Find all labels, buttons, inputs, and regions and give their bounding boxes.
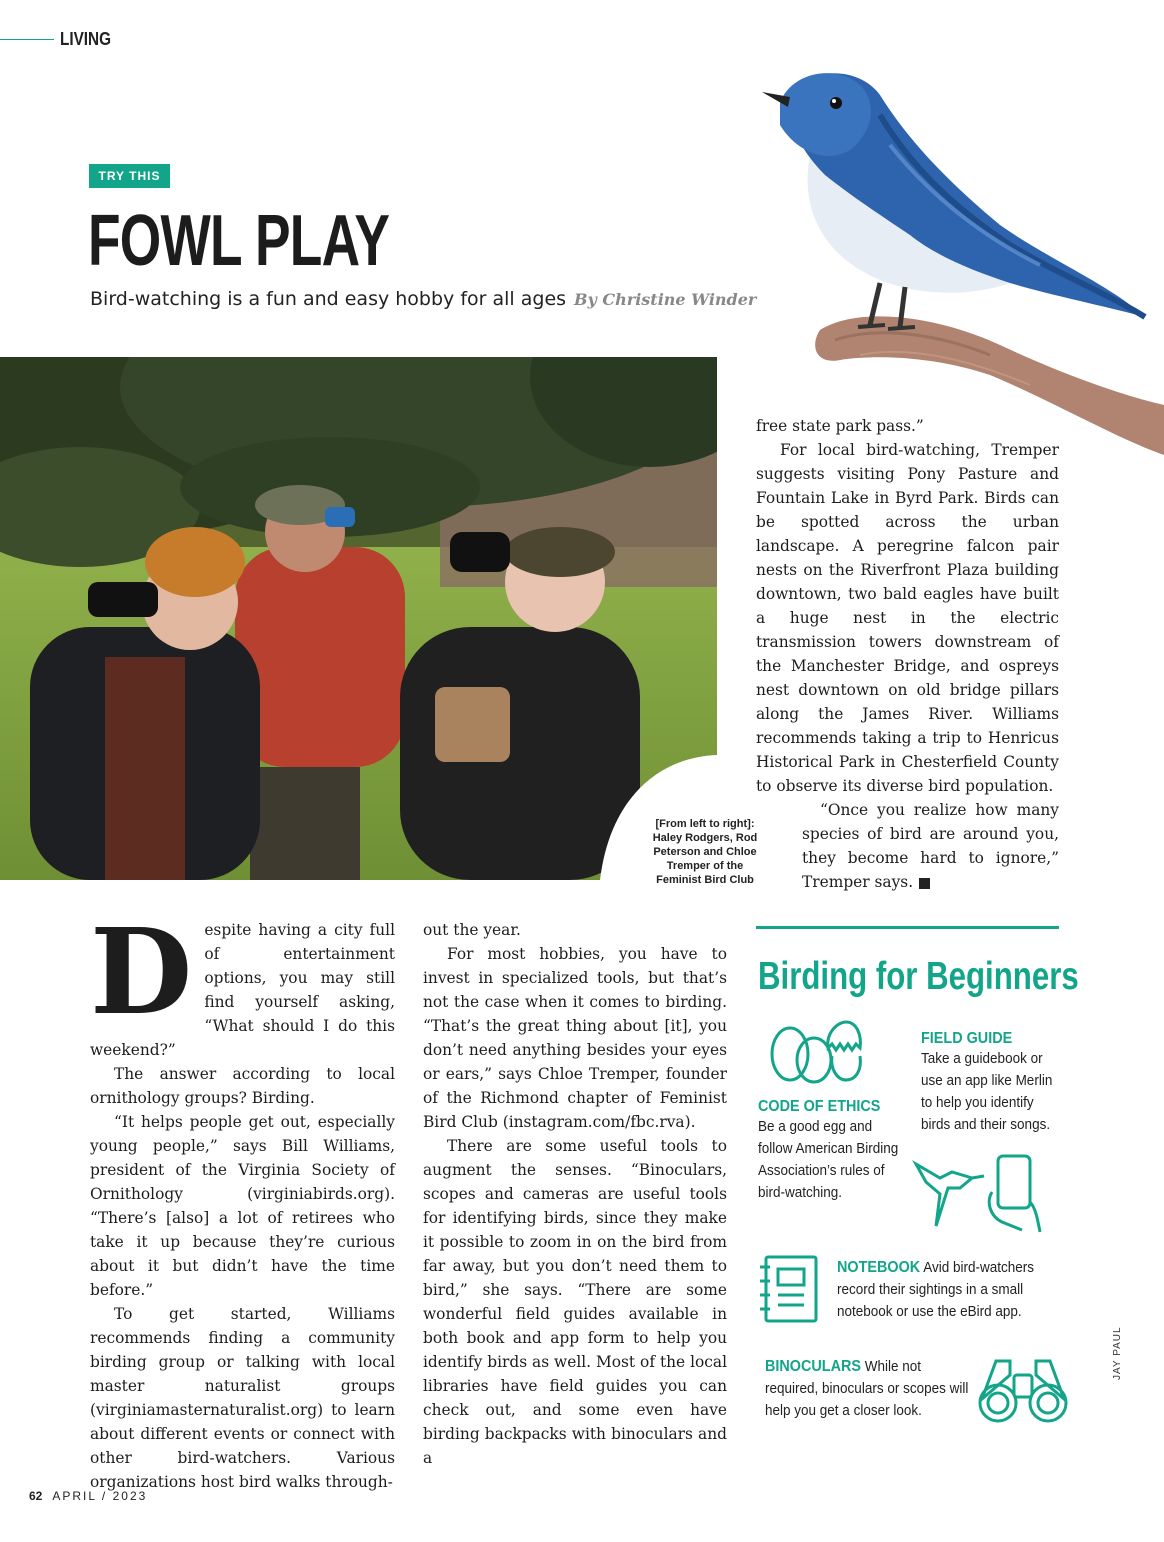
page-number: 62 [29,1489,43,1503]
sidebar-item-notebook [837,1257,1053,1323]
paragraph: out the year. [423,921,521,939]
dek [90,288,756,310]
notebook-icon [758,1253,820,1325]
sidebar-item-head: CODE OF ETHICS [758,1098,881,1115]
body-column-1 [90,902,395,1494]
binoculars-icon [976,1353,1070,1425]
sidebar-item-text: While not required, binoculars or scopes will help you get a closer look. [765,1358,969,1419]
sidebar-item-binoculars [765,1356,968,1422]
sidebar-item-head: FIELD GUIDE [921,1030,1013,1047]
paragraph: There are some useful tools to augment the senses. “Binoculars, scopes and cameras are useful tools for identifying birds, since they make it possible to zoom in on the bird from far away, but you don’t need them to bird,” she says. “There are some wonderful field guides available in both book and app form to help you identify birds as well. Most of the local libraries have field guides you can check out, and some even have birding backpacks with binoculars and a [423,1137,727,1467]
byline: By Christine Winder [574,290,757,309]
section-rule [0,39,54,40]
issue-date: APRIL / 2023 [52,1489,148,1503]
phone-hummingbird-icon [912,1152,1052,1234]
paragraph: To get started, Williams recommends finding a community birding group or talking with local master naturalist groups (virginiamasternaturalist.org) to learn about different events or connect with other bird-watchers. Various organizations host bird walks through- [90,1305,395,1491]
person-red-hoodie [235,547,405,767]
paragraph: free state park pass.” [756,417,924,435]
sidebar-item-text: Be a good egg and follow American Birding Association’s rules of bird-watching. [758,1118,899,1201]
sidebar-item-head: BINOCULARS [765,1358,862,1375]
photo-credit: JAY PAUL [1112,1326,1123,1380]
paragraph: espite having a city full of entertainment options, you may still find yourself asking, “What should I do this weekend?” [90,921,395,1059]
eggs-icon [766,1018,866,1084]
paragraph-quote [756,798,1059,894]
paragraph: For most hobbies, you have to invest in specialized tools, but that’s not the case when it comes to birding. “That’s the great thing about [it], you don’t need anything besides your eyes or ears,” says Chloe Tremper, founder of the Richmond chapter of Feminist Bird Club (instagram.com/fbc.rva). [423,945,727,1131]
sidebar-rule [756,926,1059,929]
sidebar-item-field-guide [921,1030,1065,1136]
dek-text: Bird-watching is a fun and easy hobby for all ages [90,288,567,310]
bird-watchers-photo [0,357,717,880]
sidebar-item-text: Avid bird-watchers record their sightings in a small notebook or use the eBird app. [837,1259,1035,1320]
headline: FOWL PLAY [88,201,390,281]
sidebar-item-text: Take a guidebook or use an app like Merlin to help you identify birds and their songs. [921,1050,1053,1133]
body-column-2 [423,918,727,1470]
bird-eye [830,97,842,109]
bluebird-illustration [740,55,1164,455]
paragraph: “It helps people get out, especially young people,” says Bill Williams, president of the Virginia Society of Ornithology (virginiabirds.org). “There’s [also] a lot of retirees who take it up because they’re curious about it but didn’t have the time before.” [90,1113,395,1299]
end-mark-icon: R [919,878,930,889]
sidebar-item-head: NOTEBOOK [837,1259,921,1276]
section-label: LIVING [60,29,112,49]
sidebar-title: Birding for Beginners [758,955,1079,998]
folio [29,1489,147,1503]
photo-caption: [From left to right]: Haley Rodgers, Rod Peterson and Chloe Tremper of the Feminist Bird Club [652,818,758,886]
paragraph: For local bird-watching, Tremper suggests visiting Pony Pasture and Fountain Lake in Byrd Park. Birds can be spotted across the urban landscape. A peregrine falcon pair nests on the Riverfront Plaza building downtown, two bald eagles have built a huge nest in the electric transmission towers downstream of the Manchester Bridge, and ospreys nest downtown on old bridge pillars along the James River. Williams recommends taking a trip to Henricus Historical Park in Chesterfield County to observe its diverse bird population. [756,441,1059,795]
kicker-tag: TRY THIS [89,164,170,188]
quote-text: “Once you realize how many species of bird are around you, they become hard to ignore,” Tremper says. [802,801,1059,891]
drop-cap: D [90,902,193,1041]
sidebar-item-code-of-ethics [758,1098,902,1204]
paragraph: The answer according to local ornithology groups? Birding. [90,1065,395,1107]
body-column-3 [756,414,1059,894]
